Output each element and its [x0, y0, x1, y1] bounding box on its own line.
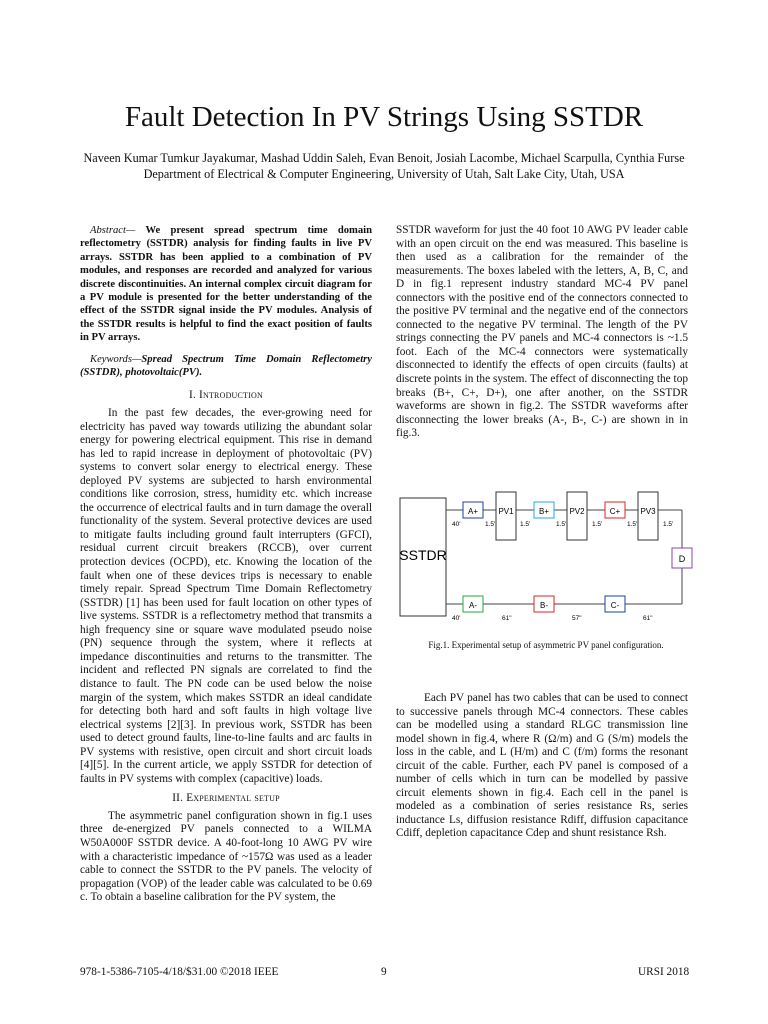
- section-heading-introduction: I. Introduction: [189, 389, 263, 402]
- footer-page-number: 9: [381, 966, 387, 978]
- connector-c-plus-label: C+: [609, 507, 621, 516]
- abstract-text: We present spread spectrum time domain reflectometry (SSTDR) analysis for finding faults in live PV arrays. SSTDR has been applied to a combination of PV modules, and responses are recorded and analyzed for various discrete discontinuities. An internal complex circuit diagram for a PV module is presented for the better understanding of the effect of the SSTDR signal inside the PV modules. Analysis of the SSTDR results is helpful to find the exact position of faults in PV arrays.: [80, 225, 372, 344]
- len-61-b: 61": [643, 615, 653, 620]
- keywords-lead: Keywords—: [90, 353, 142, 365]
- len-1-5-f: 1.5': [663, 521, 674, 528]
- footer-copyright: 978-1-5386-7105-4/18/$31.00 ©2018 IEEE: [80, 966, 279, 978]
- keywords-text: Spread Spectrum Time Domain Reflectometry (SSTDR), photovoltaic(PV).: [80, 353, 372, 379]
- author-names: Naveen Kumar Tumkur Jayakumar, Mashad Uddin Saleh, Evan Benoit, Josiah Lacombe, Michael Scarpulla, Cynthia Furse: [83, 151, 685, 165]
- len-1-5-b: 1.5': [520, 521, 531, 528]
- pv1-panel: [496, 492, 516, 540]
- abstract: [80, 224, 372, 345]
- right-column-top: [396, 224, 688, 441]
- len-57: 57": [572, 615, 582, 620]
- right-column-bottom: [396, 692, 688, 841]
- len-40-bottom: 40': [452, 615, 461, 620]
- section-heading-experimental: II. Experimental setup: [172, 792, 280, 805]
- len-1-5-d: 1.5': [592, 521, 603, 528]
- left-column: [80, 224, 372, 905]
- pv2-label: PV2: [569, 507, 585, 516]
- figure-1-setup-diagram: [396, 468, 696, 620]
- pv1-label: PV1: [498, 507, 514, 516]
- figure-1-caption: Fig.1. Experimental setup of asymmetric PV panel configuration.: [428, 640, 664, 650]
- experimental-text: The asymmetric panel configuration shown in fig.1 uses three de-energized PV panels connected to a WILMA W50A000F SSTDR device. A 40-foot-long 10 AWG PV wire with a characteristic impedance of ~157Ω was used as a leader cable to connect the SSTDR to the PV panels. The velocity of propagation (VOP) of the leader cable was calculated to be 0.69 c. To obtain a baseline calibration for the PV system, the: [80, 809, 372, 904]
- right-column-text-2: Each PV panel has two cables that can be used to connect to successive panels through MC-4 connectors. These cables can be modelled using a standard RLGC transmission line model shown in fig.4, where R (Ω/m) and G (S/m) models the loss in the cable, and L (H/m) and C (f/m) forms the resonant circuit of the cable. Further, each PV panel is composed of a number of cells which in turn can be modelled by passive circuit elements shown in fig.4. Each cell in the panel is modeled as a combination of series resistance Rs, series inductance Ls, diffusion resistance Rdiff, diffusion capacitance Cdiff, depletion capacitance Cdep and shunt resistance Rsh.: [396, 692, 688, 840]
- sstdr-label: SSTDR: [399, 547, 447, 563]
- len-1-5-a: 1.5': [485, 521, 496, 528]
- affiliation: Department of Electrical & Computer Engineering, University of Utah, Salt Lake City, Utah, USA: [143, 167, 625, 181]
- introduction-text: In the past few decades, the ever-growing need for electricity has paved way towards utilizing the abundant solar energy for powering electrical equipment. This rise in demand has led to rapid increase in deployment of photovoltaic (PV) systems to convert solar energy to electrical energy. These deployed PV systems are subjected to harsh environmental conditions like corrosion, stress, humidity etc. which increase the occurrence of electrical faults and in turn damage the overall functionality of the system. Several protective devices are used to mitigate faults including ground fault interrupters (GFCI), residual current circuit breakers (RCCB), over current protection devices (OCPD), etc. Knowing the location of the fault when one of these devices trips is necessary to enable timely repair. Spread Spectrum Time Domain Reflectometry (SSTDR) [1] has been used for fault location on other types of live systems. SSTDR is a reflectometry method that transmits a high frequency sine or square wave modulated pseudo noise (PN) sequence through the system, where it reflects at impedance discontinuities and returns to the transmitter. The incident and reflected PN signals are correlated to find the distance to fault. The PN code can be used below the noise margin of the system, which makes SSTDR an ideal candidate for detecting both hard and soft faults in high voltage live electrical systems [2][3]. In previous work, SSTDR has been used to detect ground faults, line-to-line faults and arc faults in PV systems with resistive, open circuit and short circuit loads [4][5]. In the current article, we apply SSTDR for detection of faults in PV systems with complex (capacitive) loads.: [80, 407, 372, 785]
- abstract-lead: Abstract—: [90, 225, 136, 236]
- len-1-5-c: 1.5': [556, 521, 567, 528]
- connector-a-minus-label: A-: [469, 601, 477, 610]
- len-1-5-e: 1.5': [627, 521, 638, 528]
- connector-c-minus-label: C-: [610, 601, 620, 610]
- len-40-top: 40': [452, 521, 461, 528]
- pv2-panel: [567, 492, 587, 540]
- pv3-label: PV3: [640, 507, 656, 516]
- connector-a-plus-label: A+: [467, 507, 479, 516]
- connector-d-label: D: [678, 554, 686, 564]
- footer-conference: URSI 2018: [638, 966, 690, 978]
- keywords: [80, 353, 372, 380]
- connector-b-plus-label: B+: [538, 507, 550, 516]
- pv3-panel: [638, 492, 658, 540]
- paper-title: Fault Detection In PV Strings Using SSTDR: [124, 101, 644, 133]
- len-61-a: 61": [502, 615, 512, 620]
- connector-b-minus-label: B-: [540, 601, 548, 610]
- author-block: [20, 150, 748, 182]
- right-column-text: SSTDR waveform for just the 40 foot 10 AWG PV leader cable with an open circuit on the end was measured. This baseline is then used as a calibration for the remainder of the measurements. The boxes labeled with the letters, A, B, C, and D in fig.1 represent industry standard MC-4 PV panel connectors with the positive end of the connectors connected to the positive PV terminal and the negative end of the connectors connected to the negative PV terminal. The length of the PV strings connecting the PV panels and MC-4 connectors is ~1.5 foot. Each of the MC-4 connectors were systematically disconnected to identify the effects of open circuits (faults) at discrete points in the system. The effect of disconnecting the top breaks (B+, C+, D+), one after another, on the SSTDR waveforms are shown in fig.2. The SSTDR waveforms after disconnecting the lower breaks (A-, B-, C-) are shown in in fig.3.: [396, 224, 688, 440]
